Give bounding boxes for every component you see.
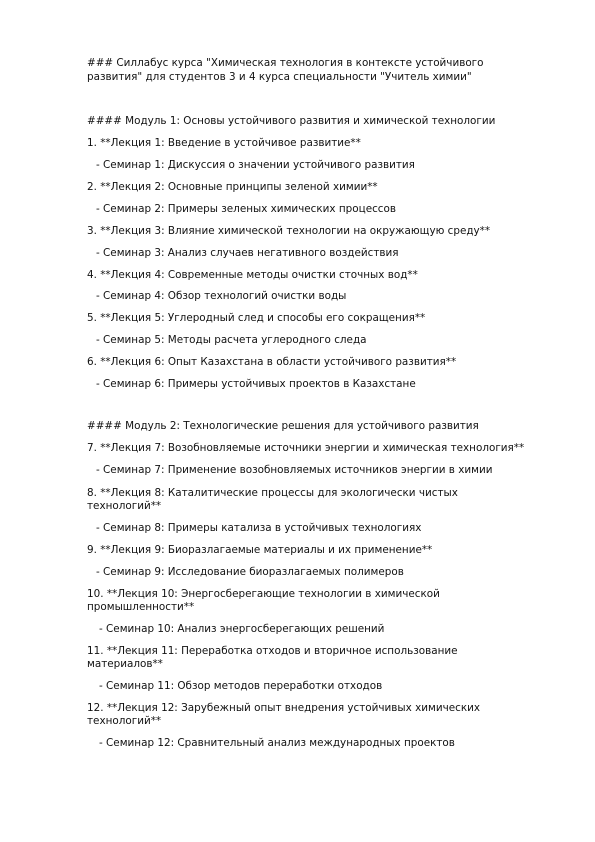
- lecture-11-continuation: материалов**: [87, 658, 163, 670]
- seminar-2: - Семинар 2: Примеры зеленых химических процессов: [96, 203, 396, 215]
- seminar-7: - Семинар 7: Применение возобновляемых источников энергии в химии: [96, 464, 493, 476]
- module-2-heading: #### Модуль 2: Технологические решения для устойчивого развития: [87, 420, 479, 432]
- lecture-8: 8. **Лекция 8: Каталитические процессы для экологически чистых: [87, 487, 458, 499]
- lecture-3: 3. **Лекция 3: Влияние химической технологии на окружающую среду**: [87, 225, 491, 237]
- lecture-7: 7. **Лекция 7: Возобновляемые источники энергии и химическая технология**: [87, 442, 525, 454]
- seminar-10: - Семинар 10: Анализ энергосберегающих решений: [99, 623, 385, 635]
- lecture-12: 12. **Лекция 12: Зарубежный опыт внедрения устойчивых химических: [87, 702, 480, 714]
- lecture-10-continuation: промышленности**: [87, 601, 195, 613]
- seminar-3: - Семинар 3: Анализ случаев негативного воздействия: [96, 247, 399, 259]
- lecture-6: 6. **Лекция 6: Опыт Казахстана в области устойчивого развития**: [87, 356, 457, 368]
- lecture-5: 5. **Лекция 5: Углеродный след и способы его сокращения**: [87, 312, 426, 324]
- lecture-1: 1. **Лекция 1: Введение в устойчивое развитие**: [87, 137, 361, 149]
- lecture-8-continuation: технологий**: [87, 500, 162, 512]
- lecture-10: 10. **Лекция 10: Энергосберегающие технологии в химической: [87, 588, 440, 600]
- lecture-2: 2. **Лекция 2: Основные принципы зеленой химии**: [87, 181, 378, 193]
- lecture-11: 11. **Лекция 11: Переработка отходов и вторичное использование: [87, 645, 458, 657]
- seminar-1: - Семинар 1: Дискуссия о значении устойчивого развития: [96, 159, 415, 171]
- seminar-5: - Семинар 5: Методы расчета углеродного следа: [96, 334, 367, 346]
- lecture-12-continuation: технологий**: [87, 715, 162, 727]
- lecture-9: 9. **Лекция 9: Биоразлагаемые материалы и их применение**: [87, 544, 433, 556]
- seminar-4: - Семинар 4: Обзор технологий очистки воды: [96, 290, 347, 302]
- module-1-heading: #### Модуль 1: Основы устойчивого развития и химической технологии: [87, 115, 496, 127]
- title-line-1: ### Силлабус курса "Химическая технология в контексте устойчивого: [87, 57, 484, 69]
- seminar-6: - Семинар 6: Примеры устойчивых проектов в Казахстане: [96, 378, 416, 390]
- seminar-9: - Семинар 9: Исследование биоразлагаемых полимеров: [96, 566, 404, 578]
- seminar-11: - Семинар 11: Обзор методов переработки отходов: [99, 680, 383, 692]
- seminar-12: - Семинар 12: Сравнительный анализ международных проектов: [99, 737, 455, 749]
- lecture-4: 4. **Лекция 4: Современные методы очистки сточных вод**: [87, 269, 418, 281]
- title-line-2: развития" для студентов 3 и 4 курса специальности "Учитель химии": [87, 71, 472, 83]
- seminar-8: - Семинар 8: Примеры катализа в устойчивых технологиях: [96, 522, 422, 534]
